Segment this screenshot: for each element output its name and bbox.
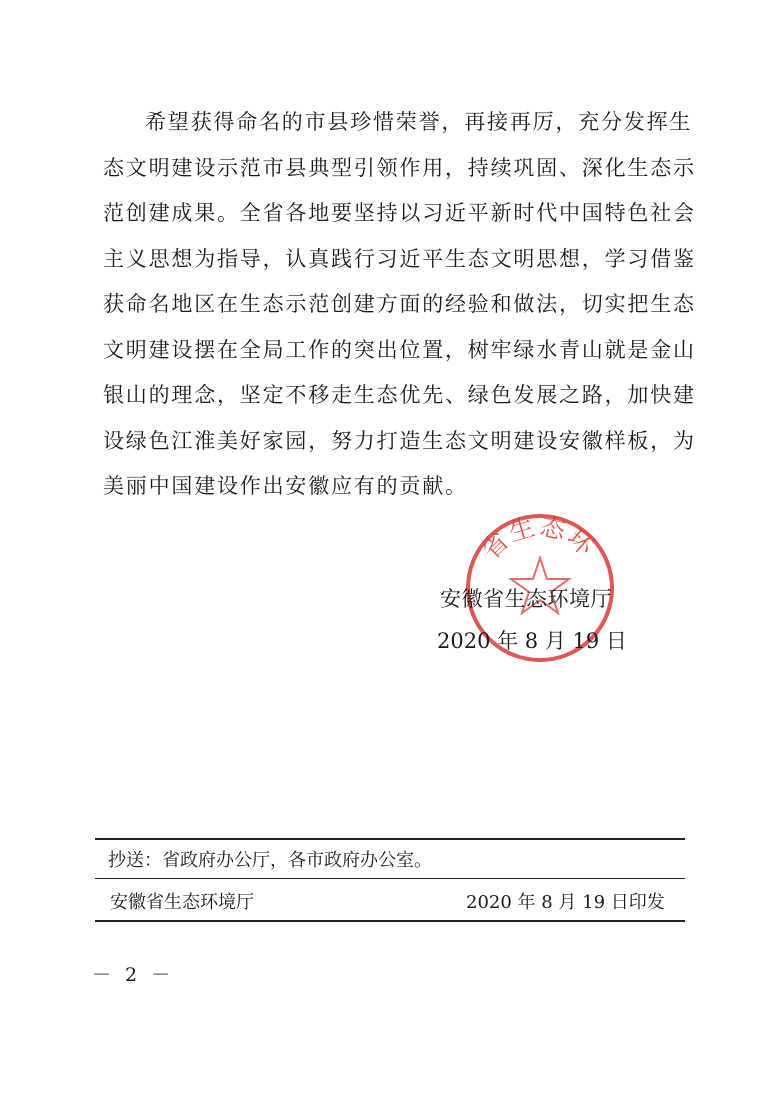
body-line: 主义思想为指导，认真践行习近平生态文明思想，学习借鉴	[103, 246, 696, 271]
signature-date: 2020 年 8 月 19 日	[437, 629, 627, 653]
body-line: 设绿色江淮美好家园，努力打造生态文明建设安徽样板，为	[103, 428, 696, 453]
body-line: 希望获得命名的市县珍惜荣誉，再接再厉，充分发挥生	[145, 110, 693, 134]
page-number: － 2 －	[92, 964, 175, 986]
signature-agency: 安徽省生态环境厅	[440, 587, 612, 611]
print-date: 2020 年 8 月 19 日印发	[466, 892, 665, 913]
body-line: 银山的理念，坚定不移走生态优先、绿色发展之路，加快建	[103, 383, 696, 407]
footer-divider-middle	[95, 878, 685, 879]
svg-text:省生态环	[476, 512, 601, 565]
body-line: 获命名地区在生态示范创建方面的经验和做法，切实把生态	[103, 292, 696, 316]
footer-divider-bottom	[95, 920, 685, 922]
footer-divider-top	[95, 838, 685, 840]
body-line: 美丽中国建设作出安徽应有的贡献。	[103, 474, 468, 498]
body-line: 态文明建设示范市县典型引领作用，持续巩固、深化生态示	[103, 155, 696, 180]
issuer-name: 安徽省生态环境厅	[110, 892, 254, 913]
body-line: 范创建成果。全省各地要坚持以习近平新时代中国特色社会	[103, 201, 696, 225]
cc-line: 抄送：省政府办公厅，各市政府办公室。	[108, 850, 432, 871]
body-paragraph	[103, 100, 696, 510]
seal-text: 省生态环	[476, 512, 602, 565]
body-line: 文明建设摆在全局工作的突出位置，树牢绿水青山就是金山	[103, 337, 696, 362]
